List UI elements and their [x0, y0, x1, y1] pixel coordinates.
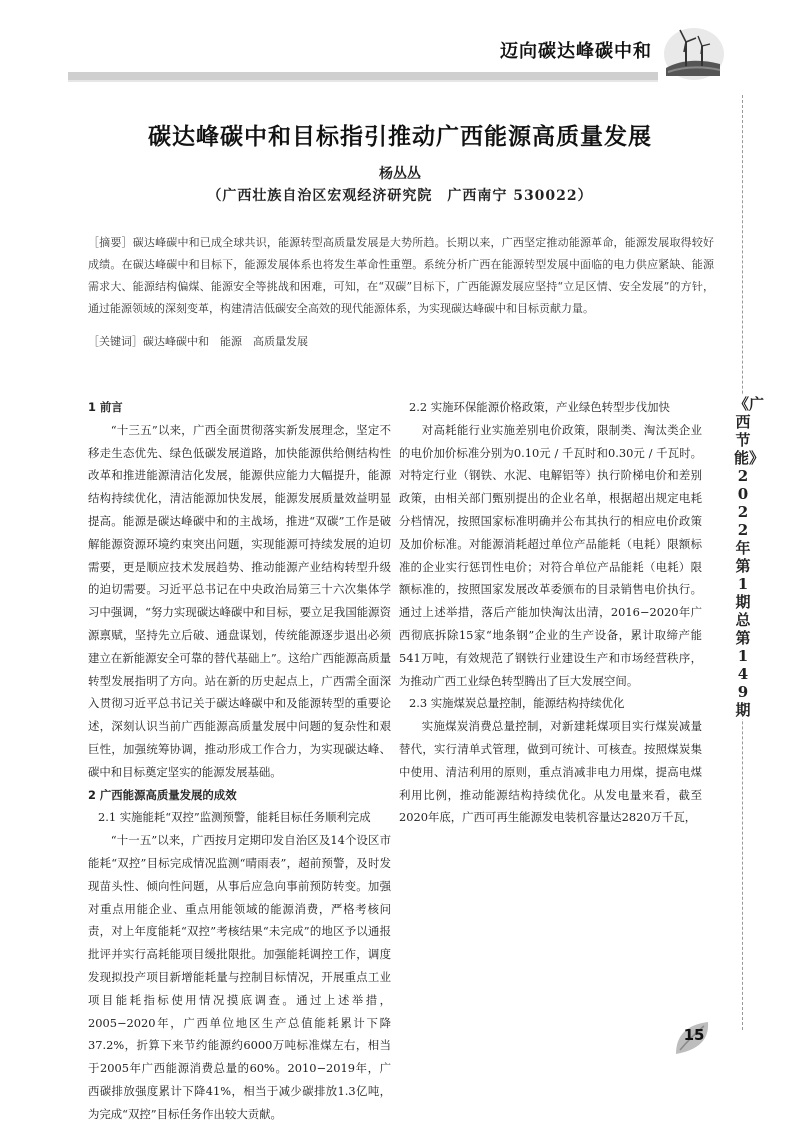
author-name: 杨丛丛: [379, 166, 421, 182]
subsection-heading-2-3: 2.3 实施煤炭总量控制，能源结构持续优化: [409, 696, 625, 711]
abstract: ［摘要］碳达峰碳中和已成全球共识，能源转型高质量发展是大势所趋。长期以来，广西坚定推动能源革命，能源发展取得较好成绩。在碳达峰碳中和目标下，能源发展体系也将发生革命性重塑。系统分析广西在能源转型发展中面临的电力供应紧缺、能源需求大、能源结构偏煤、能源安全等挑战和困难，可知，在“双碳”目标下，广西能源发展应坚持“立足区情、安全发展”的方针，通过能源领域的深刻变革，构建清洁低碳安全高效的现代能源体系，为实现碳达峰碳中和目标贡献力量。: [88, 236, 714, 315]
header-section-title: 迈向碳达峰碳中和: [500, 41, 652, 62]
section-heading-achievements: 2 广西能源高质量发展的成效: [88, 787, 237, 802]
header-rule: [68, 72, 658, 80]
header-rule-light: [68, 80, 658, 82]
page-number: 15: [683, 1026, 705, 1044]
author-affiliation: （广西壮族自治区宏观经济研究院 广西南宁 530022）: [207, 188, 593, 204]
subsection-heading-2-2: 2.2 实施环保能源价格政策，产业绿色转型步伐加快: [409, 400, 670, 414]
section-heading-introduction: 1 前言: [88, 400, 123, 414]
body-column-left: [88, 396, 391, 1126]
keywords: ［关键词］碳达峰碳中和 能源 高质量发展: [88, 335, 308, 348]
paragraph-introduction: “十三五”以来，广西全面贯彻落实新发展理念，坚定不移走生态优先、绿色低碳发展道路，加快能源供给侧结构性改革和推进能源清洁化发展，能源供应能力大幅提升，能源结构持续优化，清洁能源加快发展，能源发展质量效益明显提高。能源是碳达峰碳中和的主战场，推进“双碳”工作是破解能源资源环境约束突出问题，实现能源可持续发展的迫切需要，更是顺应技术发展趋势、推动能源产业结构转型升级的迫切需要。习近平总书记在中央政治局第三十六次集体学习中强调，“努力实现碳达峰碳中和目标，要立足我国能源资源禀赋，坚持先立后破、通盘谋划，传统能源逐步退出必须建立在新能源安全可靠的替代基础上”。这给广西能源高质量转型发展指明了方向。站在新的历史起点上，广西需全面深入贯彻习近平总书记关于碳达峰碳中和及能源转型的重要论述，深刻认识当前广西能源高质量发展中问题的复杂性和艰巨性，加强统筹协调，推动形成工作合力，为实现碳达峰、碳中和目标奠定坚实的能源发展基础。: [88, 422, 391, 779]
wind-turbine-logo-icon: [658, 20, 726, 84]
paragraph-2-2: 对高耗能行业实施差别电价政策，限制类、淘汰类企业的电价加价标准分别为0.10元 / 千瓦时和0.30元 / 千瓦时。对特定行业（钢铁、水泥、电解铝等）执行阶梯电价和差别政策，由相关部门甄别提出的企业名单，根据超出规定电耗分档情况，按照国家标准明确并公布其执行的相应电价政策及加价标准。对能源消耗超过单位产品能耗（电耗）限额标准的企业实行惩罚性电价；对符合单位产品能耗（电耗）限额标准的，按照国家发展改革委颁布的目录销售电价执行。通过上述举措，落后产能加快淘汰出清，2016−2020年广西彻底拆除15家“地条钢”企业的生产设备，累计取缔产能541万吨，有效规范了钢铁行业建设生产和市场经营秩序，为推动广西工业绿色转型腾出了巨大发展空间。: [399, 422, 702, 688]
paper-title: 碳达峰碳中和目标指引推动广西能源高质量发展: [148, 124, 652, 150]
journal-issue-vertical-label: 《广西节能》2022年第1期 总第149期: [734, 395, 765, 719]
paragraph-2-3: 实施煤炭消费总量控制，对新建耗煤项目实行煤炭减量替代，实行清单式管理，做到可统计、可核查。按照煤炭集中使用、清洁利用的原则，重点消减非电力用煤，提高电煤利用比例，推动能源结构持续优化。从发电量来看，截至2020年底，广西可再生能源发电装机容量达2820万千瓦，: [399, 719, 702, 825]
body-column-right: [399, 396, 702, 829]
subsection-heading-2-1: 2.1 实施能耗“双控”监测预警，能耗目标任务顺利完成: [98, 810, 371, 825]
paragraph-2-1: “十一五”以来，广西按月定期印发自治区及14个设区市能耗“双控”目标完成情况监测“晴雨表”，超前预警，及时发现苗头性、倾向性问题，从事后应急向事前预防转变。加强对重点用能企业、重点用能领域的能源消费，严格考核问责，对上年度能耗“双控”考核结果“未完成”的地区予以通报批评并实行高耗能项目缓批限批。加强能耗调控工作，调度发现拟投产项目新增能耗量与控制目标情况，开展重点工业项目能耗指标使用情况摸底调查。通过上述举措，2005−2020年，广西单位地区生产总值能耗累计下降37.2%，折算下来节约能源约6000万吨标准煤左右，相当于2005年广西能源消费总量的60%。2010−2019年，广西碳排放强度累计下降41%，相当于减少碳排放1.3亿吨，为完成“双控”目标任务作出较大贡献。: [88, 833, 391, 1121]
